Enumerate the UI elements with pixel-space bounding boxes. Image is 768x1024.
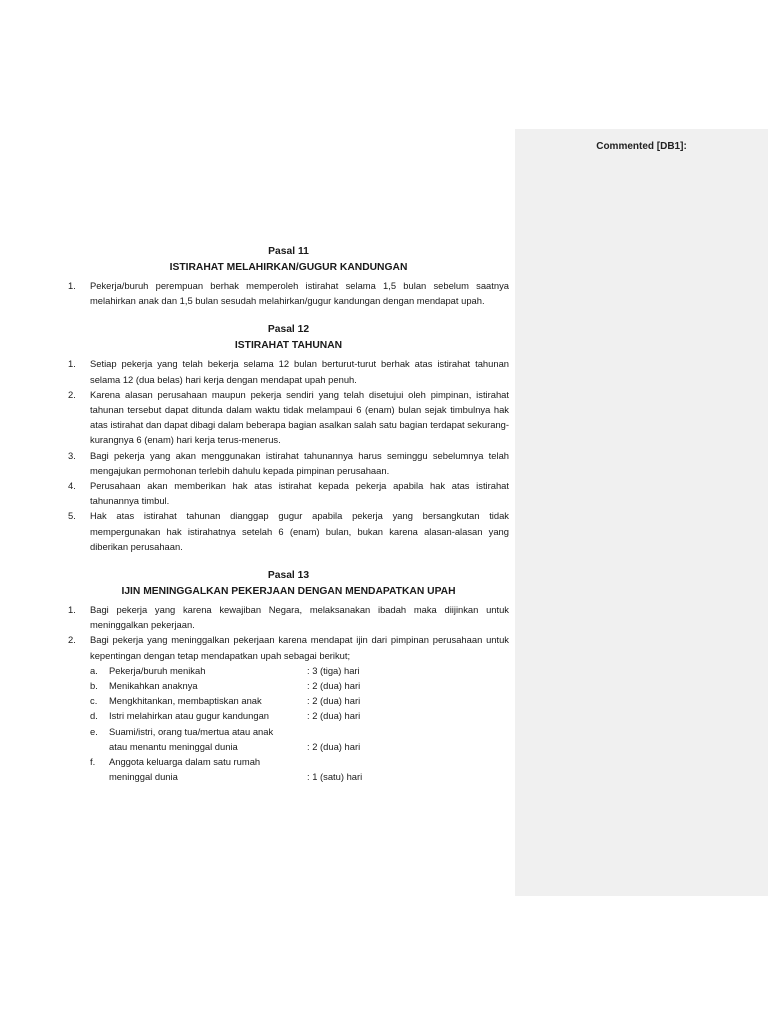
sub-item-value: : 3 (tiga) hari bbox=[307, 664, 360, 676]
list-item bbox=[68, 478, 509, 508]
sub-item-letter: e. bbox=[90, 725, 98, 737]
leave-allowance-list bbox=[90, 663, 509, 785]
sub-item-label: Pekerja/buruh menikah bbox=[109, 664, 206, 676]
section-title: IJIN MENINGGALKAN PEKERJAAN DENGAN MENDAPATKAN UPAH bbox=[121, 586, 456, 598]
sub-item-value bbox=[307, 754, 509, 769]
section-pasal-13 bbox=[68, 568, 509, 784]
section-number: Pasal 13 bbox=[267, 570, 310, 582]
list-item bbox=[68, 387, 509, 448]
section-number: Pasal 11 bbox=[268, 246, 309, 257]
list-item bbox=[68, 356, 509, 386]
item-text: Perusahaan akan memberikan hak atas istirahat kepada pekerja apabila hak atas istirahat tahunannya timbul. bbox=[90, 480, 509, 507]
sub-item bbox=[90, 724, 509, 739]
sub-item bbox=[90, 678, 509, 693]
section-pasal-12 bbox=[68, 322, 509, 554]
sub-item-letter: c. bbox=[90, 695, 98, 707]
section-title: ISTIRAHAT MELAHIRKAN/GUGUR KANDUNGAN bbox=[169, 262, 408, 273]
item-text: Bagi pekerja yang meninggalkan pekerjaan karena mendapat ijin dari pimpinan perusahaan untuk kepentingan dengan tetap mendapatkan upah sebagai berikut; bbox=[90, 634, 509, 661]
sub-item-letter: a. bbox=[90, 664, 98, 676]
sub-item-label: Anggota keluarga dalam satu rumah bbox=[109, 756, 261, 768]
section-title: ISTIRAHAT TAHUNAN bbox=[234, 340, 343, 352]
sub-item bbox=[90, 754, 509, 769]
item-list bbox=[68, 278, 509, 308]
list-item bbox=[68, 632, 509, 784]
list-item bbox=[68, 448, 509, 478]
item-number: 1. bbox=[68, 358, 76, 370]
sub-item-value: : 2 (dua) hari bbox=[307, 680, 361, 692]
item-text: Hak atas istirahat tahunan dianggap gugur apabila pekerja yang bersangkutan tidak mempergunakan hak istirahatnya setelah 6 (enam) bulan, bukan karena alasan-alasan yang diberikan perusahaan. bbox=[90, 510, 509, 552]
list-item bbox=[68, 602, 509, 632]
sub-item-value: : 2 (dua) hari bbox=[307, 740, 361, 752]
sub-item-label: Suami/istri, orang tua/mertua atau anak bbox=[109, 725, 274, 737]
section-pasal-11 bbox=[68, 244, 509, 308]
item-list bbox=[68, 602, 509, 784]
item-text: Karena alasan perusahaan maupun pekerja sendiri yang telah disetujui oleh pimpinan, istirahat tahunan tersebut dapat ditunda dalam waktu tidak melampaui 6 (enam) bulan sejak timbulnya hak atas istirahat dan dapat dibagi dalam beberapa bagian asalkan salah satu bagian terdapat sekurang-kurangnya 6 (enam) hari kerja terus-menerus. bbox=[90, 388, 509, 446]
list-item bbox=[68, 508, 509, 554]
item-text: Bagi pekerja yang akan menggunakan istirahat tahunannya harus seminggu sebelumnya telah mengajukan permohonan terlebih dahulu kepada pimpinan perusahaan. bbox=[90, 449, 509, 476]
sub-item-label: Istri melahirkan atau gugur kandungan bbox=[109, 710, 269, 722]
document-body bbox=[68, 244, 509, 798]
sub-item-value: : 2 (dua) hari bbox=[307, 695, 361, 707]
item-number: 1. bbox=[68, 280, 76, 291]
item-text: Pekerja/buruh perempuan berhak memperoleh istirahat selama 1,5 bulan sebelum saatnya melahirkan anak dan 1,5 bulan sesudah melahirkan/gugur kandungan dengan mendapat upah. bbox=[90, 280, 509, 307]
comments-pane bbox=[515, 129, 768, 896]
sub-item-letter: d. bbox=[90, 710, 98, 722]
sub-item bbox=[90, 769, 509, 784]
item-text: Bagi pekerja yang karena kewajiban Negara, melaksanakan ibadah maka diijinkan untuk meninggalkan pekerjaan. bbox=[90, 604, 509, 631]
item-text: Setiap pekerja yang telah bekerja selama 12 bulan berturut-turut berhak atas istirahat tahunan selama 12 (dua belas) hari kerja dengan mendapat upah penuh. bbox=[90, 358, 509, 385]
item-number: 3. bbox=[68, 449, 76, 461]
sub-item-letter bbox=[90, 769, 109, 784]
comment-pane-title: Commented [DB1]: bbox=[596, 141, 687, 152]
sub-item-value bbox=[307, 724, 509, 739]
sub-item-label: atau menantu meninggal dunia bbox=[109, 740, 238, 752]
section-number: Pasal 12 bbox=[267, 324, 310, 336]
sub-item bbox=[90, 693, 509, 708]
sub-item-letter bbox=[90, 739, 109, 754]
item-body bbox=[90, 632, 509, 784]
item-number: 2. bbox=[68, 388, 76, 400]
sub-item-label: Menikahkan anaknya bbox=[109, 680, 198, 692]
sub-item-value: : 2 (dua) hari bbox=[307, 710, 361, 722]
sub-item-value: : 1 (satu) hari bbox=[307, 771, 363, 783]
sub-item-letter: f. bbox=[90, 756, 96, 768]
sub-item-letter: b. bbox=[90, 680, 98, 692]
list-item bbox=[68, 278, 509, 308]
item-list bbox=[68, 356, 509, 554]
sub-item bbox=[90, 708, 509, 723]
sub-item bbox=[90, 663, 509, 678]
sub-item bbox=[90, 739, 509, 754]
item-number: 4. bbox=[68, 480, 76, 492]
item-number: 1. bbox=[68, 604, 76, 616]
sub-item-label: meninggal dunia bbox=[109, 771, 178, 783]
item-number: 5. bbox=[68, 510, 76, 522]
item-number: 2. bbox=[68, 634, 76, 646]
sub-item-label: Mengkhitankan, membaptiskan anak bbox=[109, 695, 262, 707]
